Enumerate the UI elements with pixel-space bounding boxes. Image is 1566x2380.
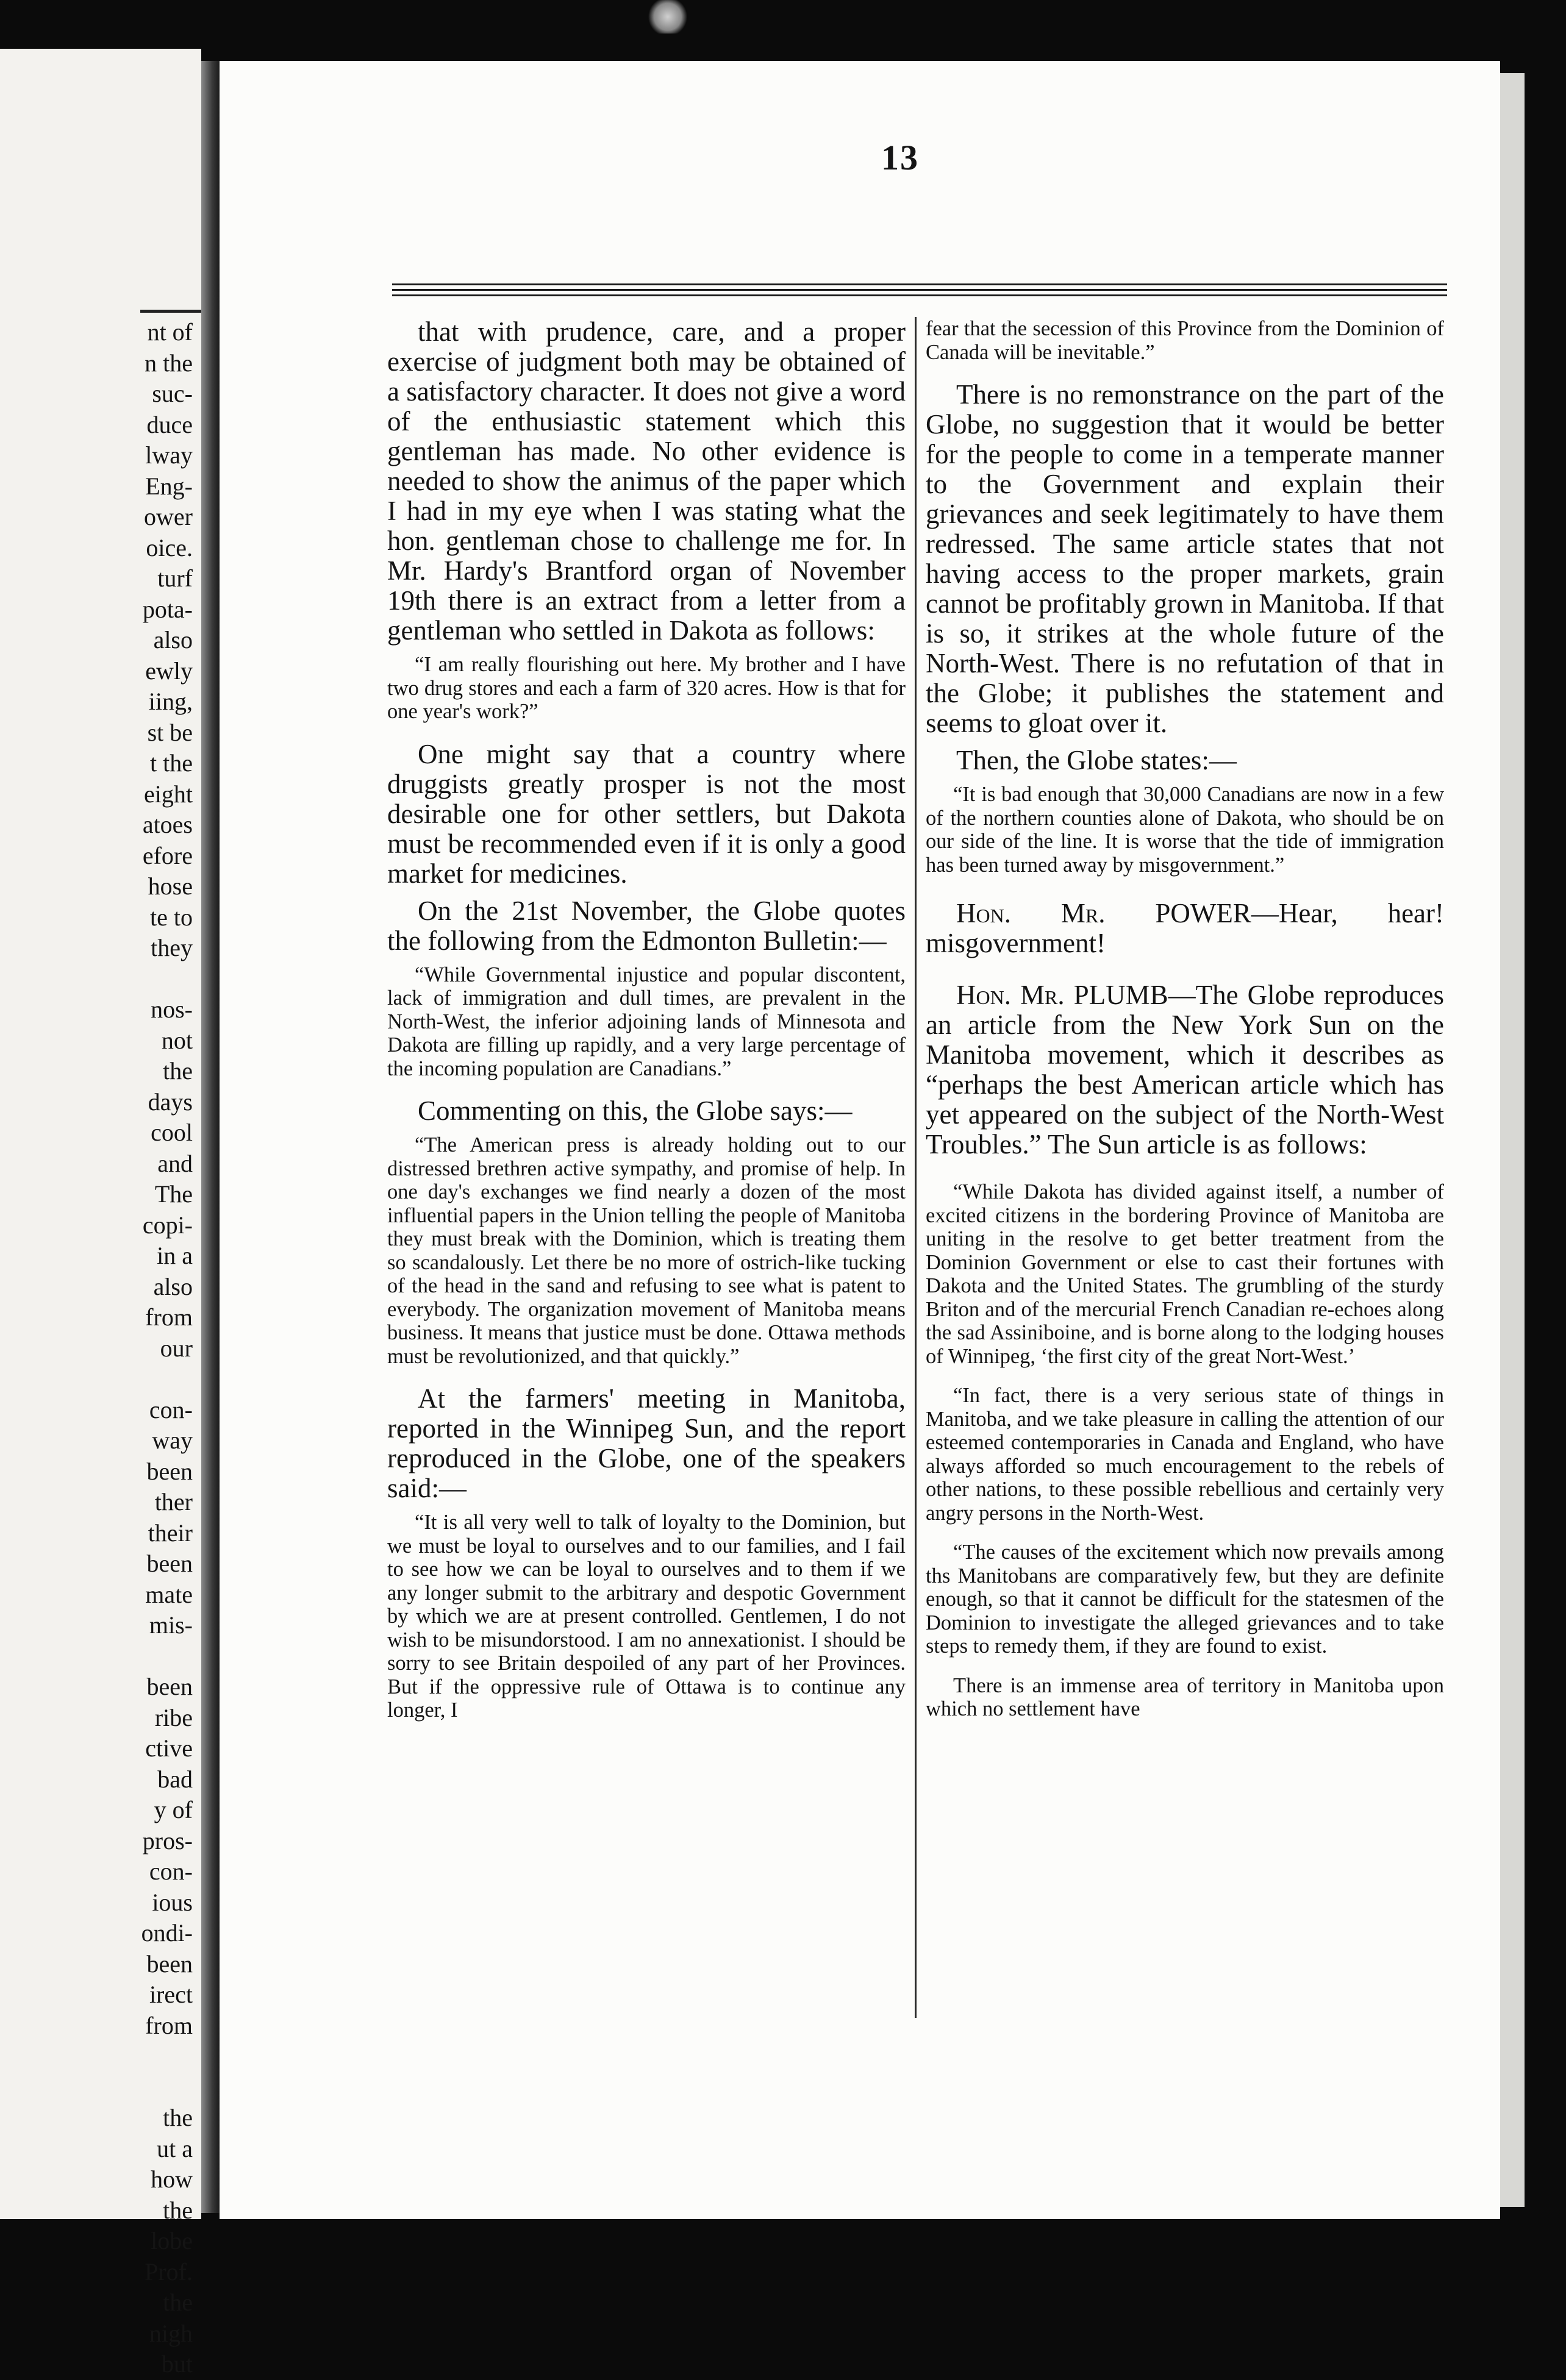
previous-page-rule [140,310,201,313]
speaker-name: Hon. Mr. PLUMB [956,980,1168,1010]
margin-fragment [89,2072,193,2103]
margin-fragment: their [148,1519,193,1547]
margin-fragment: turf [157,565,193,592]
margin-fragment: and [157,1149,193,1177]
speech-paragraph [926,899,1444,958]
margin-fragment: cool [151,1119,193,1146]
margin-fragment [89,1364,193,1395]
margin-fragment: pota- [142,595,193,623]
margin-fragment [89,2041,193,2072]
body-paragraph: One might say that a country where druggists greatly prosper is not the most desirable one for other settlers, but Dakota must be recommended even if it is only a good market for medicines. [387,738,906,889]
margin-fragment: been [146,1550,193,1577]
margin-fragment: te to [150,903,193,931]
margin-fragment: not [161,1026,193,1054]
margin-fragment: nos- [151,996,193,1023]
margin-fragment: ut a [157,2134,193,2162]
quoted-paragraph: “It is bad enough that 30,000 Canadians are now in a few of the northern counties alone of Dakota, who should be on our side of the line. It is worse that the tide of immigration has been turned away by misgovernment.” [926,783,1444,877]
page-number: 13 [881,138,919,177]
speech-paragraph [926,980,1444,1160]
margin-fragment: how [151,2165,193,2193]
header-rule [392,283,1447,300]
quoted-paragraph: fear that the secession of this Province from the Dominion of Canada will be inevitable.” [926,317,1444,364]
margin-fragment: irect [149,1981,193,2008]
margin-fragment: t the [150,749,193,777]
margin-fragment: also [153,626,193,654]
quoted-paragraph: “While Governmental injustice and popular discontent, lack of immigration and dull times, are prevalent in the North-West, the inferior adjoining lands of Minnesota and Dakota are filling up rapidly, and a very large percentage of the incoming population are Canadians.” [387,963,906,1080]
margin-fragment: mis- [149,1611,193,1639]
margin-fragment: iing, [148,688,193,715]
margin-fragment: copi- [142,1211,193,1239]
page-edge [1500,73,1525,2207]
right-column [926,317,1444,1737]
body-paragraph: Commenting on this, the Globe says:— [418,1096,853,1126]
quoted-paragraph: “I am really flourishing out here. My brother and I have two drug stores and each a farm of 320 acres. How is that for one year's work?” [387,653,906,723]
margin-fragment: nigh [149,2319,193,2347]
margin-fragment: suc- [152,380,193,407]
body-paragraph: Then, the Globe states:— [956,745,1237,775]
book-spine [201,61,220,2213]
margin-fragment: from [145,2011,193,2039]
margin-fragment: oice. [146,533,193,561]
quoted-paragraph: There is an immense area of territory in Manitoba upon which no settlement have [926,1673,1444,1720]
body-paragraph: that with prudence, care, and a proper exercise of judgment both may be obtained of a satisfactory character. It does not give a word of the enthusiastic statement which this gentleman has made. No other evidence is needed to show the animus of the paper which I had in my eye when I was stating what the hon. gentleman chose to challenge me for. In Mr. Hardy's Brantford organ of November 19th there is an extract from a letter from a gentleman who settled in Dakota as follows: [387,316,906,646]
margin-fragment: bad [157,1765,193,1793]
margin-fragment: hose [148,872,193,900]
margin-fragment: been [146,1673,193,1700]
speaker-name: Hon. Mr. POWER [956,898,1251,928]
column-divider [915,317,917,2018]
margin-fragment: n the [145,349,193,377]
quoted-paragraph: “It is all very well to talk of loyalty to the Dominion, but we must be loyal to ourselves and to our families, and I fail to see how we can be loyal to ourselves and to them if we any longer submit to the arbitrary and despotic Government by which we are at present controlled. Gentlemen, I do not wish to be misundorstood. I am no annexationist. I should be sorry to see Britain despoiled of any part of her Provinces. But if the oppressive rule of Ottawa is to continue any longer, I [387,1511,906,1722]
body-paragraph: At the farmers' meeting in Manitoba, reported in the Winnipeg Sun, and the report reproduced in the Globe, one of the speakers said:— [387,1383,906,1503]
margin-fragment: efore [142,841,193,869]
margin-fragment: y of [154,1796,193,1823]
margin-fragment: duce [146,410,193,438]
previous-page-fragment [0,49,201,2378]
margin-fragment: ribe [154,1703,193,1731]
margin-fragment: way [152,1427,193,1454]
margin-fragment: st be [147,718,193,746]
margin-fragment: ctive [145,1734,193,1762]
margin-fragment: in a [157,1242,193,1269]
margin-fragment: ower [144,503,193,530]
margin-fragment: con- [149,1395,193,1423]
margin-fragment: the [163,2289,193,2316]
body-paragraph: There is no remonstrance on the part of the Globe, no suggestion that it would be better for the people to come in a temperate manner to the Government and explain their grievances and seek legitimately to have them redressed. The same article states that not having access to the proper markets, grain cannot be profitably grown in Manitoba. If that is so, it strikes at the whole future of the North-West. There is no refutation of that in the Globe; it publishes the statement and seems to gloat over it. [926,379,1444,738]
margin-fragment: ther [154,1488,193,1516]
quoted-paragraph: “The causes of the excitement which now prevails among ths Manitobans are comparatively few, but they are definite enough, so that it cannot be difficult for the statesmen of the Dominion to investigate the alleged grievances and to take steps to remedy them, if they are found to exist. [926,1541,1444,1658]
margin-fragment: mate [145,1580,193,1608]
margin-fragment: from [145,1303,193,1331]
margin-fragment: our [160,1334,193,1362]
margin-fragment: pros- [142,1826,193,1854]
margin-fragment: the [163,1057,193,1085]
previous-page-text [89,317,193,2380]
margin-fragment: lobe [151,2227,193,2254]
quoted-paragraph: “In fact, there is a very serious state of things in Manitoba, and we take pleasure in calling the attention of our esteemed contemporaries in Canada and England, who have always afforded so much encouragement to the rebels of other nations, to these possible rebellious and certainly very angry persons in the North-West. [926,1384,1444,1525]
margin-fragment: the [163,2104,193,2131]
body-paragraph: On the 21st November, the Globe quotes the following from the Edmonton Bulletin:— [387,895,906,956]
speech-text: —The Globe reproduces an article from the New York Sun on the Manitoba movement, which it describes as “perhaps the best American article which has yet appeared on the subject of the North-West Troubles.” The Sun article is as follows: [926,980,1444,1160]
margin-fragment [89,1641,193,1672]
margin-fragment [89,964,193,995]
margin-fragment: but [161,2350,193,2378]
margin-fragment: lway [145,441,193,469]
quoted-paragraph: “The American press is already holding out to our distressed brethren active sympathy, and promise of help. In one day's exchanges we find nearly a dozen of the most influential papers in the Union telling the people of Manitoba they must break with the Dominion, which is treating them so scandalously. Let there be no more of ostrich-like tucking of the head in the sand and refusing to see what is patent to everybody. The organization movement of Manitoba means business. It means that justice must be done. Ottawa methods must be revolutionized, and that quickly.” [387,1133,906,1368]
margin-fragment: atoes [142,811,193,838]
margin-fragment: the [163,2196,193,2224]
margin-fragment: ewly [145,657,193,685]
margin-fragment: days [148,1088,193,1116]
margin-fragment: ondi- [141,1919,193,1947]
quoted-paragraph: “While Dakota has divided against itself, a number of excited citizens in the bordering Province of Manitoba are uniting in the resolve to get better treatment from the Dominion Government or else to cast their fortunes with Dakota and the United States. The grumbling of the sturdy Briton and of the mercurial French Canadian re-echoes along the sad Assiniboine, and is borne along to the lodging houses of Winnipeg, ‘the first city of the great Nort-West.’ [926,1180,1444,1368]
margin-fragment: con- [149,1858,193,1885]
margin-fragment: The [154,1180,193,1208]
margin-fragment: nt of [147,318,193,346]
speech-text: —Hear, hear! misgovernment! [926,898,1444,958]
margin-fragment: Eng- [145,472,193,500]
left-column [387,317,906,1738]
margin-fragment: been [146,1457,193,1485]
margin-fragment: they [151,934,193,961]
margin-fragment: ious [152,1888,193,1916]
scan-speck [646,0,689,34]
margin-fragment: Prof. [145,2257,193,2286]
margin-fragment: eight [144,780,193,808]
margin-fragment: also [153,1272,193,1300]
margin-fragment: been [146,1950,193,1978]
